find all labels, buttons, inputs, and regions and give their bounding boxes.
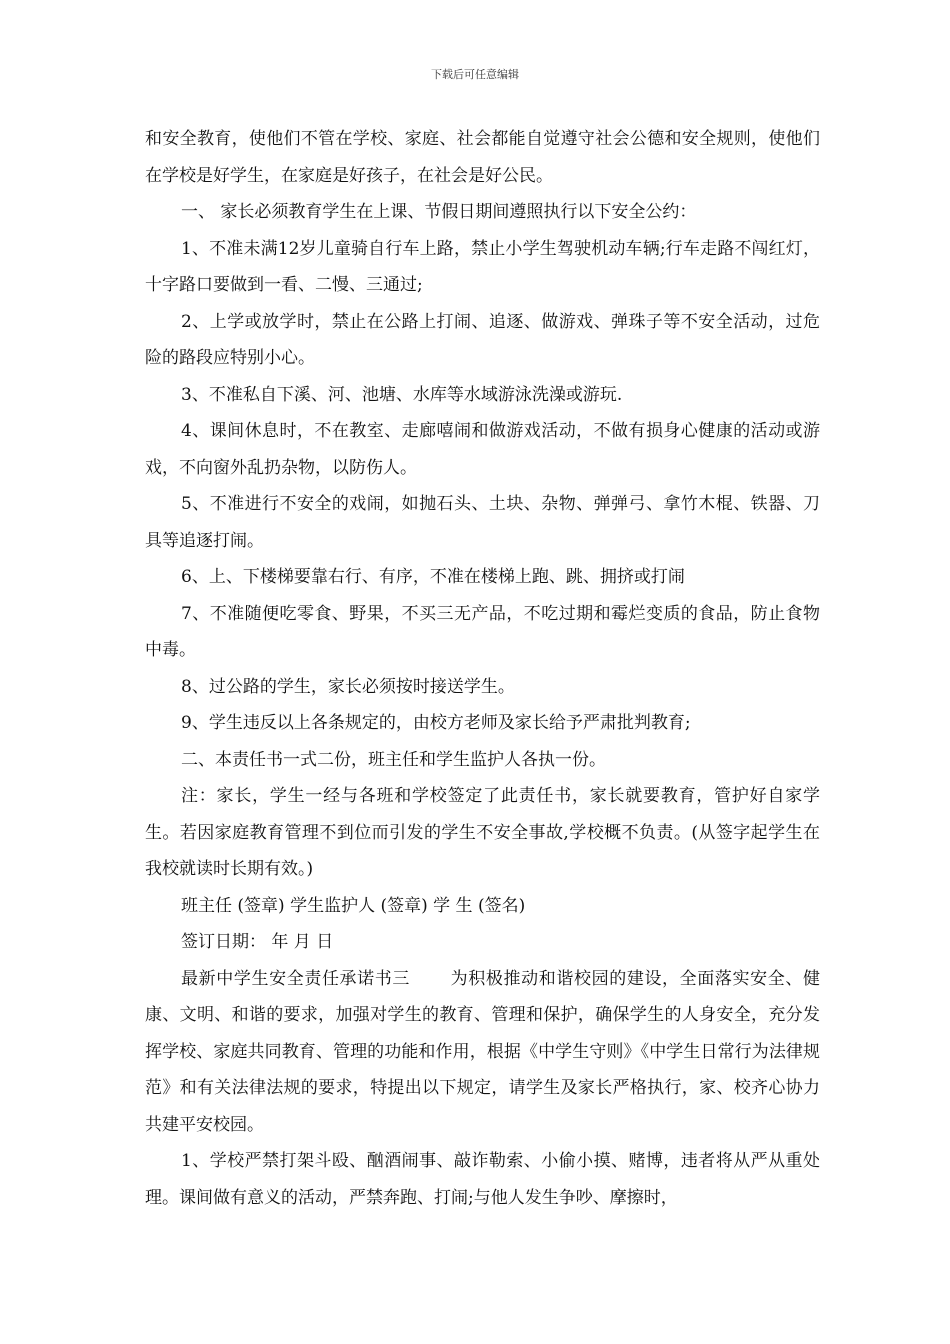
paragraph-rule-2: 2、上学或放学时，禁止在公路上打闹、追逐、做游戏、弹珠子等不安全活动，过危险的路段应特别小心。 xyxy=(145,311,820,368)
signing-date-line: 签订日期： 年 月 日 xyxy=(181,932,334,952)
paragraph-rule-6: 6、上、下楼梯要靠右行、有序，不准在楼梯上跑、跳、拥挤或打闹 xyxy=(181,567,685,587)
paragraph-section-one: 一、 家长必须教育学生在上课、节假日期间遵照执行以下安全公约： xyxy=(181,202,697,222)
paragraph-section-two: 二、本责任书一式二份，班主任和学生监护人各执一份。 xyxy=(181,749,606,770)
paragraph-note: 注：家长，学生一经与各班和学校签定了此责任书，家长就要教育，管护好自家学生。若因家庭教育管理不到位而引发的学生不安全事故,学校概不负责。(从签字起学生在我校就读时长期有效。) xyxy=(145,786,820,879)
document-body xyxy=(145,121,820,1216)
section-three-title: 最新中学生安全责任承诺书三 xyxy=(181,968,411,989)
paragraph-school-rule-1: 1、学校严禁打架斗殴、酗酒闹事、敲诈勒索、小偷小摸、赌博，违者将从严从重处理。课间做有意义的活动，严禁奔跑、打闹;与他人发生争吵、摩擦时， xyxy=(145,1151,820,1208)
paragraph-intro-continued: 和安全教育，使他们不管在学校、家庭、社会都能自觉遵守社会公德和安全规则，使他们在学校是好学生，在家庭是好孩子，在社会是好公民。 xyxy=(145,129,820,186)
section-three-intro: 为积极推动和谐校园的建设，全面落实安全、健康、文明、和谐的要求，加强对学生的教育、管理和保护，确保学生的人身安全，充分发挥学校、家庭共同教育、管理的功能和作用，根据《中学生守则》《中学生日常行为法律规范》和有关法律法规的要求，特提出以下规定，请学生及家长严格执行，家、校齐心协力共建平安校园。 xyxy=(145,968,821,1135)
paragraph-rule-8: 8、过公路的学生，家长必须按时接送学生。 xyxy=(181,676,515,697)
paragraph-rule-9: 9、学生违反以上各条规定的，由校方老师及家长给予严肃批判教育; xyxy=(181,713,691,733)
paragraph-rule-5: 5、不准进行不安全的戏闹，如抛石头、土块、杂物、弹弹弓、拿竹木棍、铁器、刀具等追逐打闹。 xyxy=(145,494,820,551)
page-header: 下载后可任意编辑 xyxy=(431,68,519,81)
paragraph-rule-1: 1、不准未满12岁儿童骑自行车上路，禁止小学生驾驶机动车辆;行车走路不闯红灯，十字路口要做到一看、二慢、三通过; xyxy=(145,238,820,295)
signature-line: 班主任 (签章) 学生监护人 (签章) 学 生 (签名) xyxy=(181,895,526,916)
paragraph-rule-4: 4、课间休息时，不在教室、走廊嘻闹和做游戏活动，不做有损身心健康的活动或游戏，不向窗外乱扔杂物，以防伤人。 xyxy=(145,421,820,478)
section-three-paragraph xyxy=(145,961,820,1144)
paragraph-rule-3: 3、不准私自下溪、河、池塘、水库等水域游泳洗澡或游玩. xyxy=(181,384,623,405)
paragraph-rule-7: 7、不准随便吃零食、野果，不买三无产品，不吃过期和霉烂变质的食品，防止食物中毒。 xyxy=(145,603,820,660)
